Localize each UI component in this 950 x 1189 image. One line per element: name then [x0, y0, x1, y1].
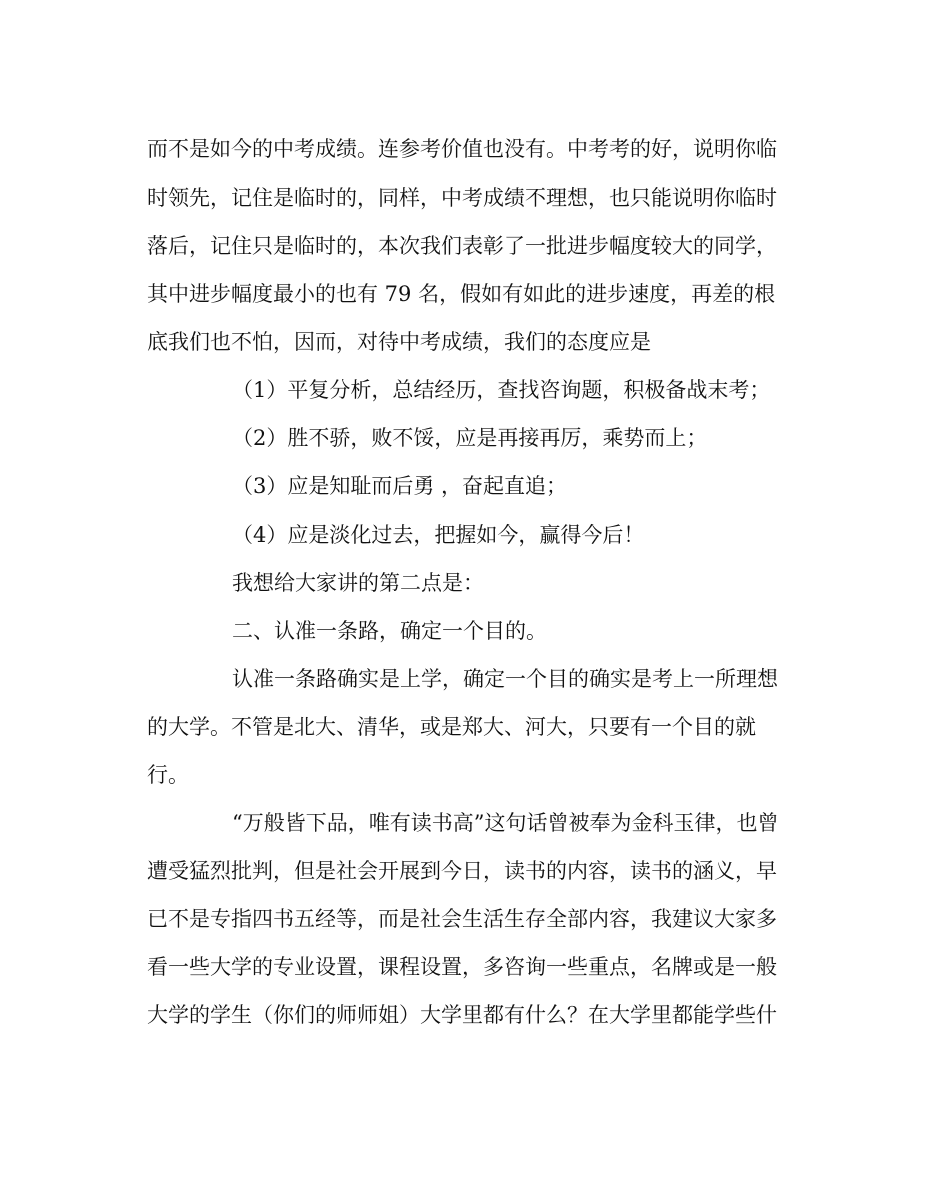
list-item: （2）胜不骄，败不馁，应是再接再厉，乘势而上；	[232, 426, 708, 450]
paragraph-line: 大学的学生（你们的师师姐）大学里都有什么？在大学里都能学些什	[147, 1003, 777, 1027]
paragraph-line: 时领先，记住是临时的，同样，中考成绩不理想，也只能说明你临时	[147, 186, 777, 210]
paragraph-line: 的大学。不管是北大、清华，或是郑大、河大，只要有一个目的就	[147, 715, 756, 739]
paragraph-line: 认准一条路确实是上学，确定一个目的确实是考上一所理想	[232, 667, 778, 691]
paragraph-line: 行。	[147, 763, 189, 787]
list-item: （1）平复分析，总结经历，查找咨询题，积极备战末考；	[232, 378, 771, 402]
paragraph-line: 其中进步幅度最小的也有 79 名，假如有如此的进步速度，再差的根	[147, 282, 776, 306]
paragraph-line: 已不是专指四书五经等，而是社会生活生存全部内容，我建议大家多	[147, 907, 777, 931]
paragraph-line: 落后，记住只是临时的，本次我们表彰了一批进步幅度较大的同学，	[147, 234, 777, 258]
paragraph-line: 而不是如今的中考成绩。连参考价值也没有。中考考的好，说明你临	[147, 137, 777, 161]
list-item: （3）应是知耻而后勇 ，奋起直追；	[232, 474, 568, 498]
paragraph-line: 遭受猛烈批判，但是社会开展到今日，读书的内容，读书的涵义，早	[147, 859, 777, 883]
list-item: （4）应是淡化过去，把握如今，赢得今后！	[232, 523, 645, 547]
paragraph-line: 底我们也不怕，因而，对待中考成绩，我们的态度应是	[147, 330, 651, 354]
section-heading: 二、认准一条路，确定一个目的。	[232, 619, 547, 643]
paragraph-line: 我想给大家讲的第二点是：	[232, 571, 484, 595]
paragraph-line: “万般皆下品，唯有读书高”这句话曾被奉为金科玉律，也曾	[232, 811, 779, 835]
paragraph-line: 看一些大学的专业设置，课程设置，多咨询一些重点，名牌或是一般	[147, 955, 777, 979]
